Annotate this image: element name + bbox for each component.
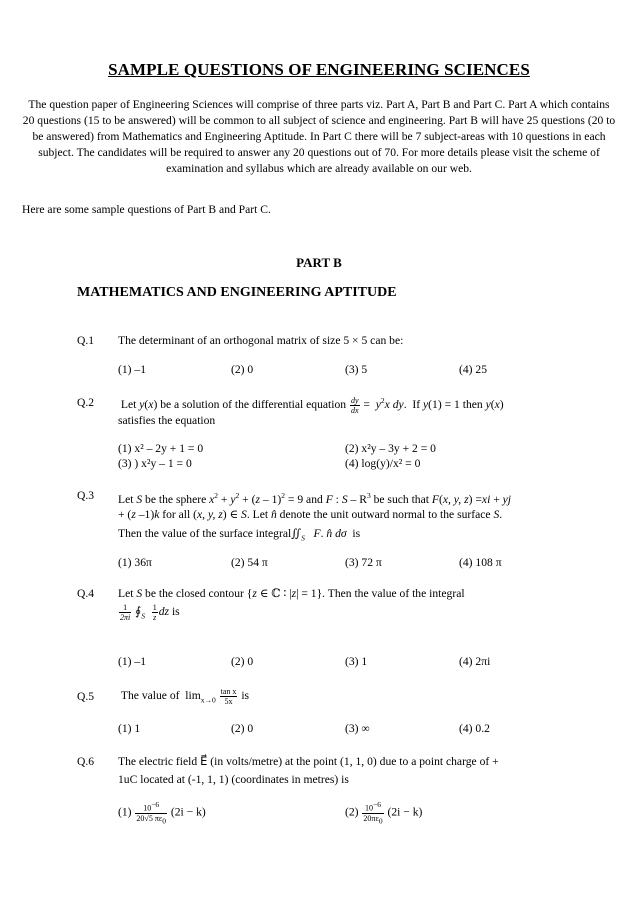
option: (3) 72 π bbox=[345, 556, 382, 569]
option: (1) $\frac{10^{-6}}{20√5 \pi\varepsilon_0}$ (2i − k) bbox=[118, 800, 206, 826]
question-text-continued: 1uC located at (-1, 1, 1) (coordinates in metres) is bbox=[118, 773, 349, 786]
option: (3) ) x²y – 1 = 0 bbox=[118, 457, 192, 470]
option: (1) –1 bbox=[118, 363, 147, 376]
question-text-continued: $\frac{1}{2\pi i}$ $∮_S$ $\frac{1}{z}$ dz is bbox=[120, 603, 180, 622]
part-heading: PART B bbox=[296, 255, 342, 270]
option: (1) –1 bbox=[118, 655, 147, 668]
question-text: The electric field E⃗ (in volts/metre) at the point (1, 1, 0) due to a point charge of + bbox=[118, 755, 499, 768]
question-number: Q.3 bbox=[77, 489, 95, 502]
question-text: Let S be the closed contour {z ∈ ℂ ∶ |z| = 1}. Then the value of the integral bbox=[118, 587, 465, 600]
option: (1) x² – 2y + 1 = 0 bbox=[118, 442, 204, 455]
question-number: Q.5 bbox=[77, 690, 95, 703]
option: (4) log(y)/x² = 0 bbox=[345, 457, 421, 470]
option: (3) 5 bbox=[345, 363, 368, 376]
question-text: Let y(x) be a solution of the differential equation $\frac{dy}{dx}$ = $y^2x$ dy. If y(1) = 1 then y(x) bbox=[118, 395, 504, 415]
page-title: SAMPLE QUESTIONS OF ENGINEERING SCIENCES bbox=[108, 60, 530, 79]
question-text-continued: + (z –1)k for all (x, y, z) ∈ S. Let n̂ denote the unit outward normal to the surface S. bbox=[118, 508, 503, 521]
option: (2) 0 bbox=[231, 722, 254, 735]
question-text: The determinant of an orthogonal matrix of size 5 × 5 can be: bbox=[118, 334, 404, 347]
option: (4) 2πi bbox=[459, 655, 491, 668]
option: (4) 25 bbox=[459, 363, 488, 376]
option: (3) ∞ bbox=[345, 722, 370, 735]
question-number: Q.6 bbox=[77, 755, 95, 768]
option: (2) 0 bbox=[231, 655, 254, 668]
option: (1) 1 bbox=[118, 722, 141, 735]
option: (2) x²y – 3y + 2 = 0 bbox=[345, 442, 436, 455]
question-number: Q.4 bbox=[77, 587, 95, 600]
section-heading: MATHEMATICS AND ENGINEERING APTITUDE bbox=[77, 285, 397, 300]
option: (4) 0.2 bbox=[459, 722, 490, 735]
option: (4) 108 π bbox=[459, 556, 502, 569]
option: (2) 54 π bbox=[231, 556, 268, 569]
option: (2) 0 bbox=[231, 363, 254, 376]
question-text-continued: Then the value of the surface $integral∬_S$ F. n̂ dσ is bbox=[118, 527, 361, 543]
sample-note: Here are some sample questions of Part B and Part C. bbox=[22, 203, 271, 216]
question-text: The value of $\lim_{x\to 0}$ $\frac{\text{tan x}}{5x}$ is bbox=[118, 687, 250, 706]
option: (1) 36π bbox=[118, 556, 152, 569]
question-text: Let S be the sphere $x^2 + y^2 + (z - 1)^2 = 9$ and F : S – $R^3$ be such that F(x, y, z) =xi + yj bbox=[118, 491, 512, 506]
option: (2) $\frac{10^{-6}}{20\pi\varepsilon_0}$ (2i − k) bbox=[345, 800, 423, 826]
question-number: Q.2 bbox=[77, 396, 95, 409]
question-text-continued: satisfies the equation bbox=[118, 414, 216, 427]
intro-paragraph: The question paper of Engineering Sciences will comprise of three parts viz. Part A, Part B and Part C. Part A which contains 20 questions (15 to be answered) will be common to all subject of science and engineering. Part B will have 25 questions (20 to be answered) from Mathematics and Engineering Aptitude. In Part C there will be 7 subject-areas with 10 questions in each subject. The candidates will be required to answer any 20 questions out of 70. For more details please visit the scheme of examination and syllabus which are already available on our web. bbox=[22, 98, 616, 175]
question-number: Q.1 bbox=[77, 334, 95, 347]
option: (3) 1 bbox=[345, 655, 368, 668]
